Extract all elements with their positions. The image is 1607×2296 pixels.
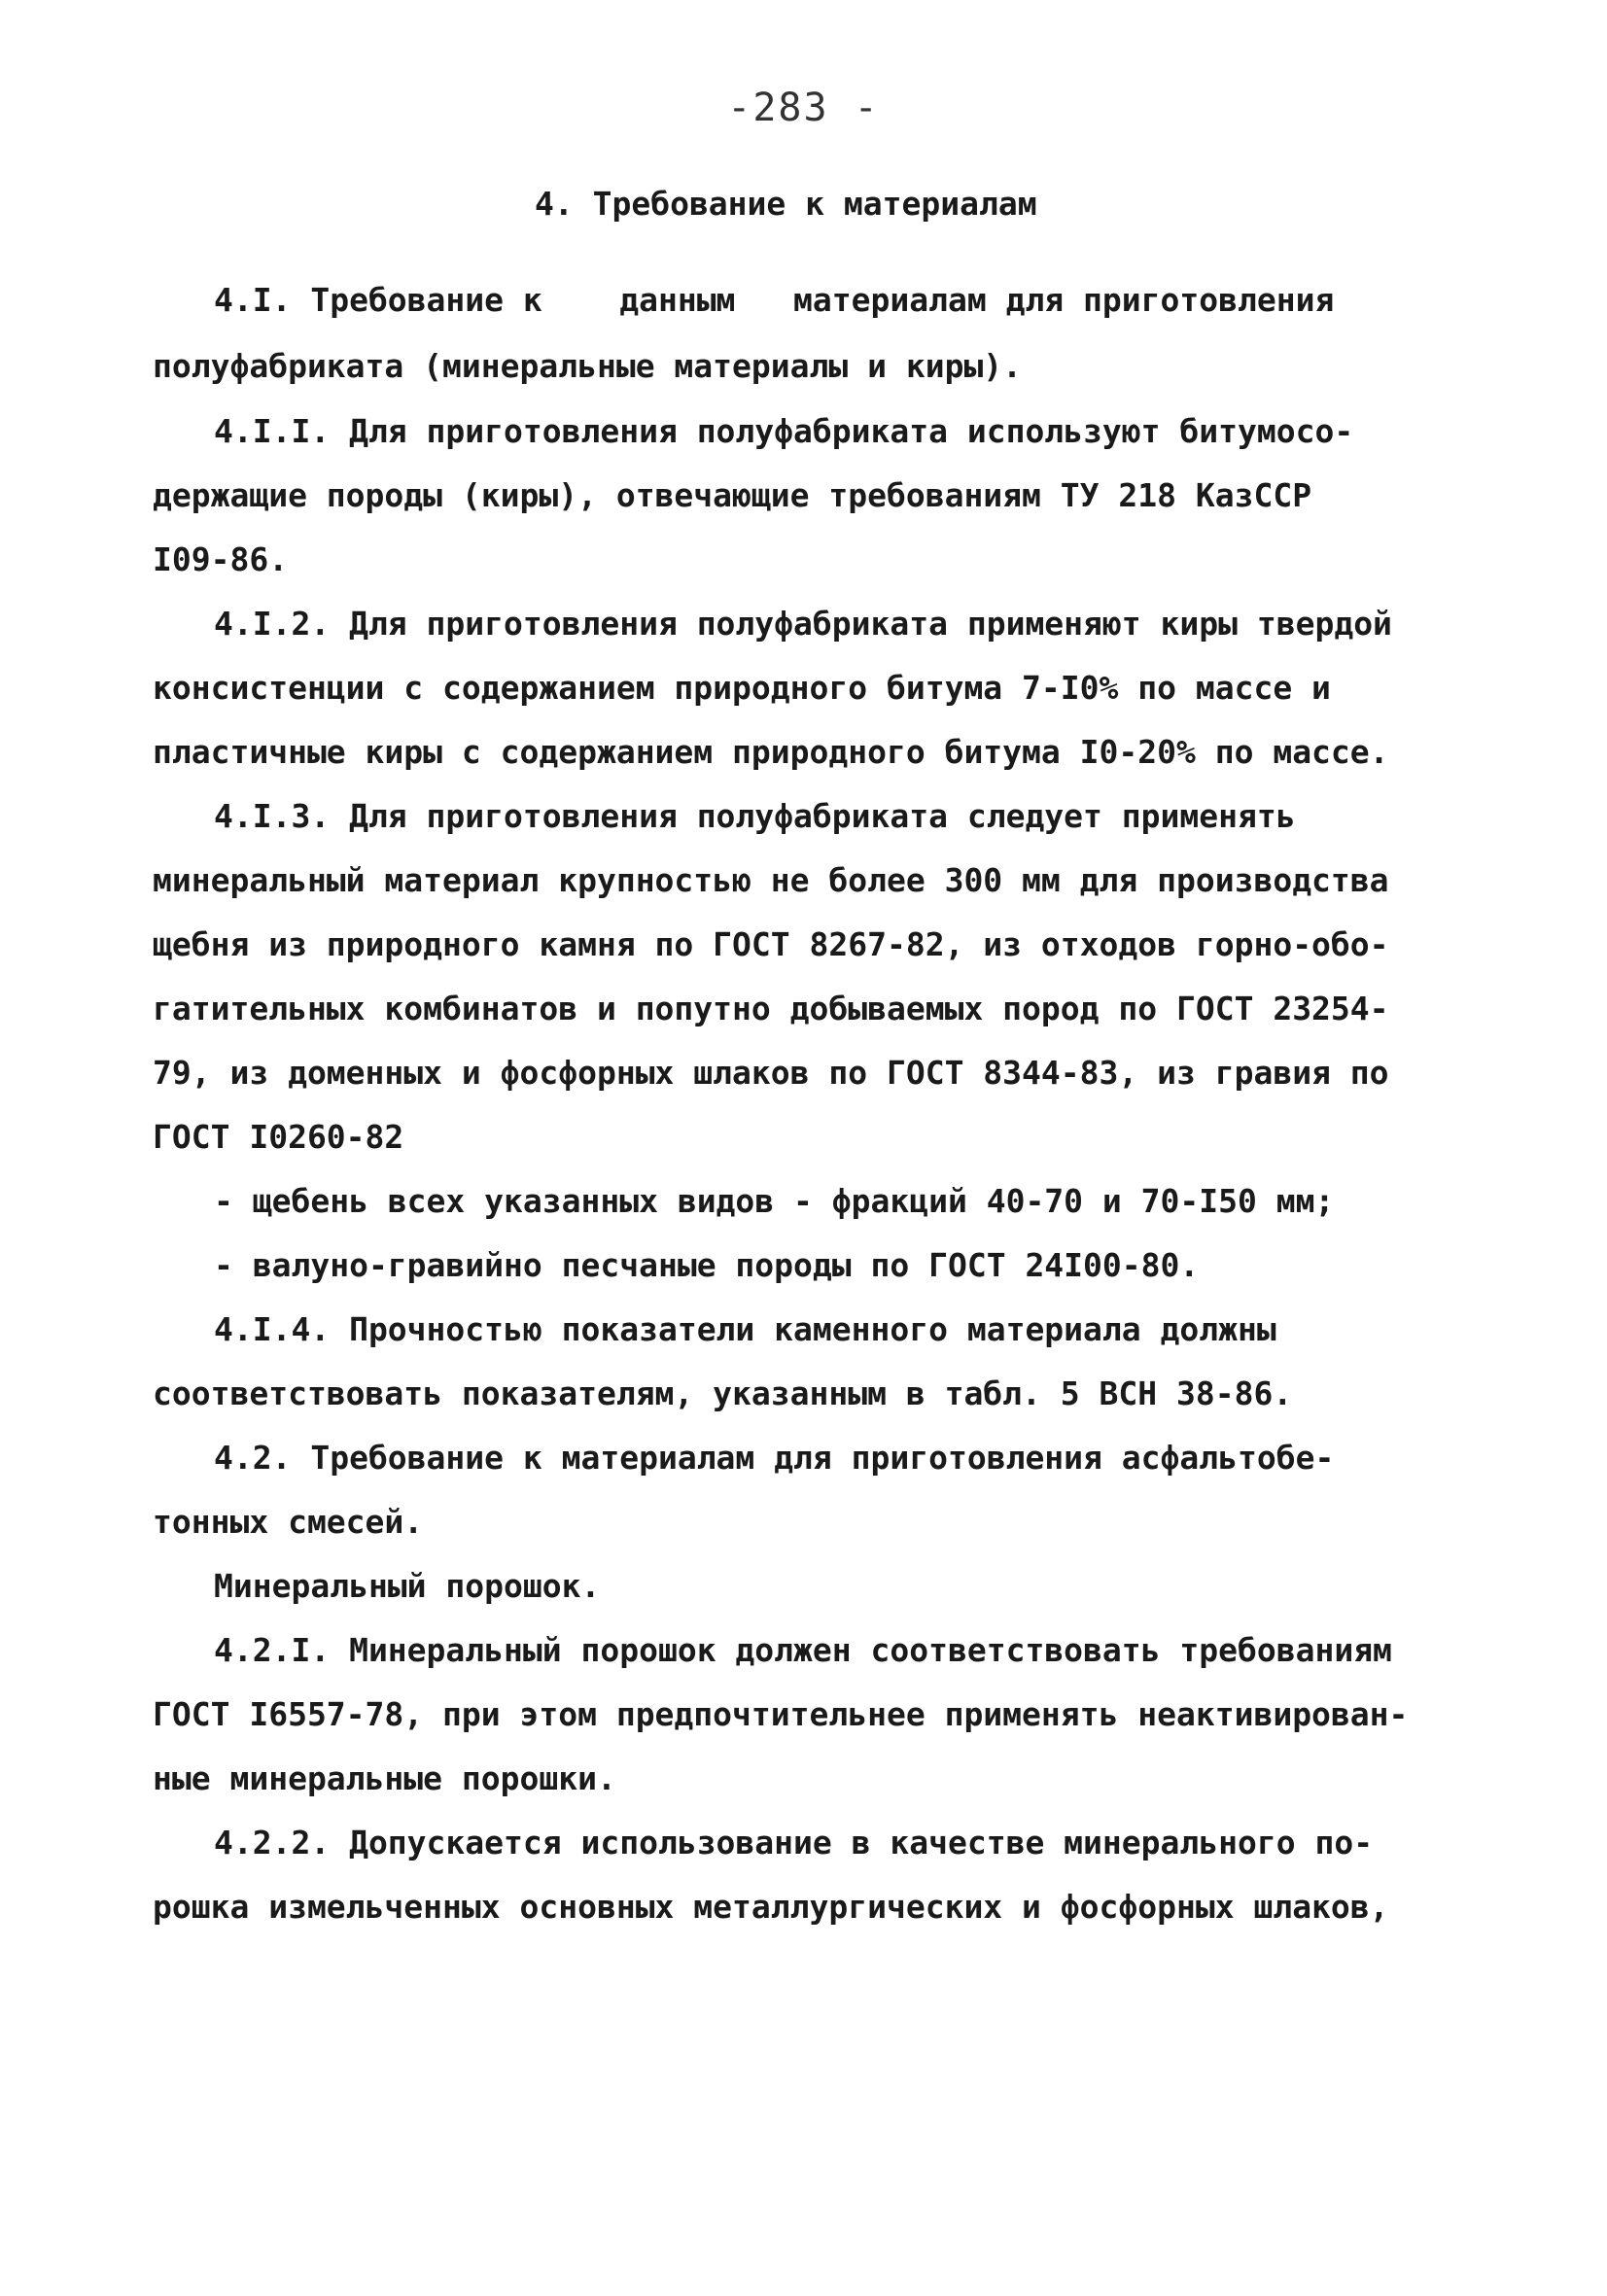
paragraph-line: рошка измельченных основных металлургических и фосфорных шлаков, bbox=[153, 1888, 1389, 1926]
paragraph-line: ные минеральные порошки. bbox=[153, 1759, 616, 1797]
paragraph-line: пластичные киры с содержанием природного битума I0-20% по массе. bbox=[153, 733, 1389, 771]
paragraph-line: ГОСТ I0260-82 bbox=[153, 1118, 404, 1156]
paragraph-line: 4.I. Требование к данным материалам для приготовления bbox=[214, 281, 1335, 319]
paragraph-line: 4.I.2. Для приготовления полуфабриката применяют киры твердой bbox=[214, 605, 1392, 643]
paragraph-line: минеральный материал крупностью не более 300 мм для производства bbox=[153, 861, 1389, 899]
list-item: - валуно-гравийно песчаные породы по ГОСТ 24I00-80. bbox=[214, 1246, 1200, 1284]
subheading: Минеральный порошок. bbox=[214, 1567, 601, 1605]
paragraph-line: держащие породы (киры), отвечающие требованиям ТУ 218 КазССР bbox=[153, 476, 1312, 514]
paragraph-line: тонных смесей. bbox=[153, 1503, 424, 1541]
paragraph-line: I09-86. bbox=[153, 540, 289, 578]
paragraph-line: ГОСТ I6557-78, при этом предпочтительнее применять неактивирован- bbox=[153, 1695, 1409, 1733]
paragraph-line: 4.I.I. Для приготовления полуфабриката используют битумосо- bbox=[214, 412, 1354, 450]
paragraph-line: щебня из природного камня по ГОСТ 8267-82, из отходов горно-обо- bbox=[153, 925, 1389, 963]
paragraph-line: полуфабриката (минеральные материалы и киры). bbox=[153, 347, 1023, 385]
paragraph-line: 4.2. Требование к материалам для приготовления асфальтобе- bbox=[214, 1439, 1335, 1477]
paragraph-line: соответствовать показателям, указанным в табл. 5 ВСН 38-86. bbox=[153, 1374, 1293, 1412]
paragraph-line: 79, из доменных и фосфорных шлаков по ГОСТ 8344-83, из гравия по bbox=[153, 1054, 1389, 1092]
page-number: -283 - bbox=[727, 86, 880, 130]
section-title: 4. Требование к материалам bbox=[535, 185, 1037, 223]
paragraph-line: консистенции с содержанием природного битума 7-I0% по массе и bbox=[153, 669, 1331, 707]
paragraph-line: 4.2.2. Допускается использование в качестве минерального по- bbox=[214, 1824, 1374, 1861]
paragraph-line: гатительных комбинатов и попутно добываемых пород по ГОСТ 23254- bbox=[153, 990, 1389, 1027]
paragraph-line: 4.I.4. Прочностью показатели каменного материала должны bbox=[214, 1310, 1276, 1348]
paragraph-line: 4.I.3. Для приготовления полуфабриката следует применять bbox=[214, 797, 1296, 835]
paragraph-line: 4.2.I. Минеральный порошок должен соответствовать требованиям bbox=[214, 1631, 1392, 1669]
list-item: - щебень всех указанных видов - фракций 40-70 и 70-I50 мм; bbox=[214, 1182, 1335, 1220]
